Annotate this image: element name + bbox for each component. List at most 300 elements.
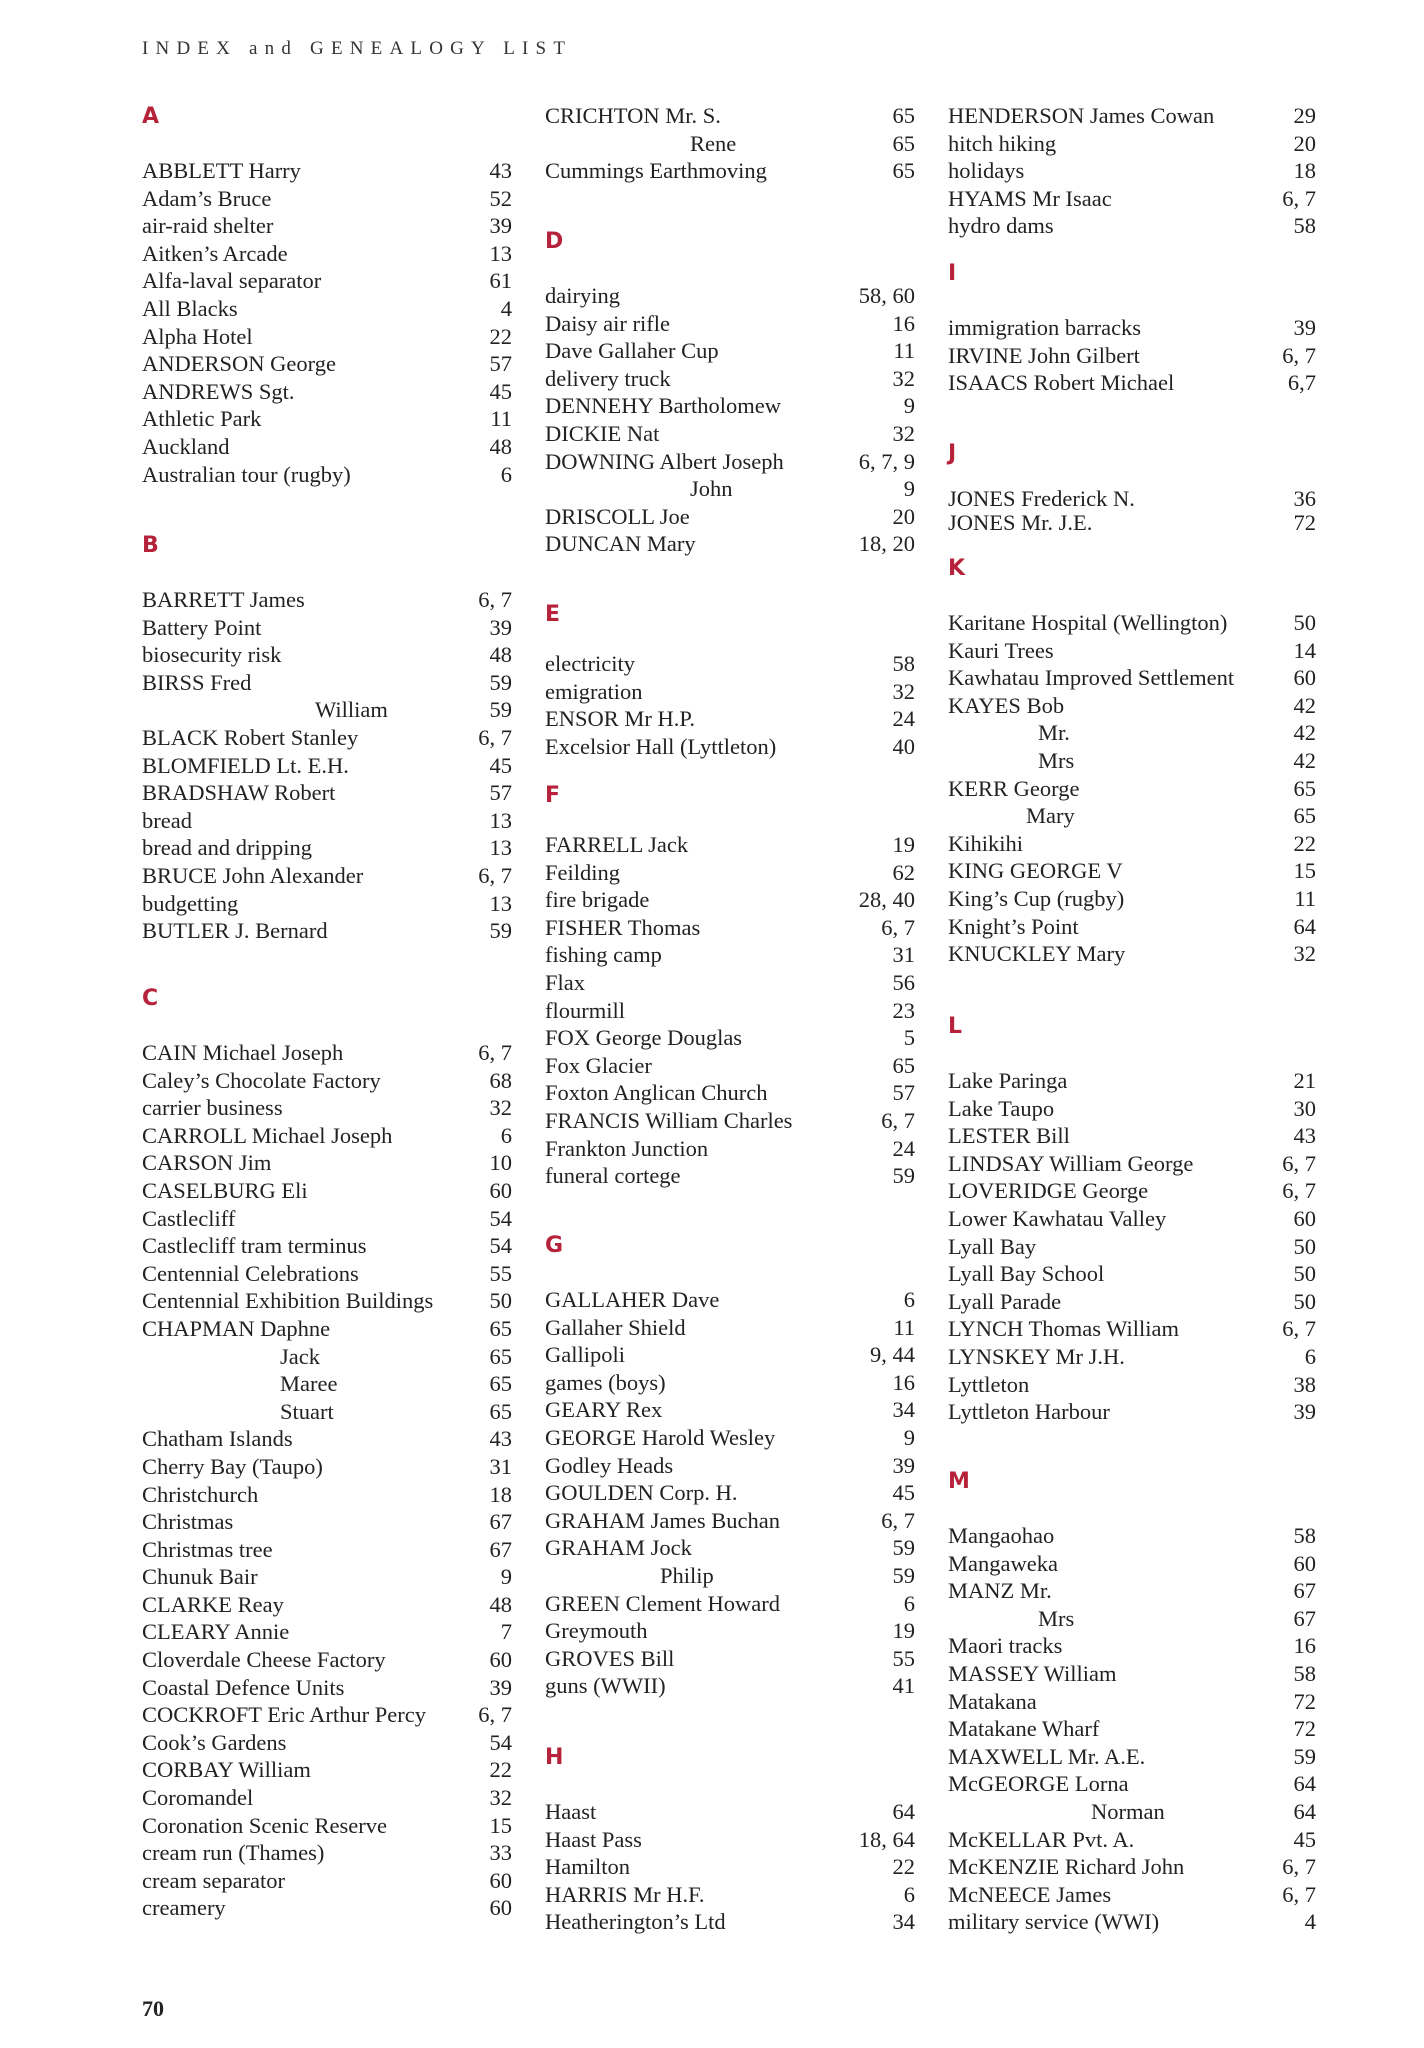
index-entry-term: Flax — [545, 969, 586, 995]
index-entry-term: electricity — [545, 651, 635, 676]
index-entry — [545, 130, 915, 158]
entry-list — [948, 609, 1316, 968]
index-entry — [142, 696, 512, 724]
index-entry-term: DUNCAN Mary — [545, 531, 696, 557]
entry-list — [142, 1039, 512, 1922]
index-entry-pages: 43 — [489, 1426, 512, 1452]
section-letter: C — [142, 986, 159, 1011]
index-entry-pages: 36 — [1293, 486, 1316, 511]
section-d — [545, 227, 915, 558]
index-entry-term: FARRELL Jack — [545, 832, 689, 857]
index-entry — [545, 886, 915, 914]
section-letter: M — [948, 1469, 970, 1494]
index-entry — [142, 586, 512, 614]
index-entry-term: Cummings Earthmoving — [545, 158, 767, 184]
index-entry — [948, 185, 1316, 213]
index-entry-pages: 19 — [892, 1618, 915, 1644]
index-entry-pages: 31 — [489, 1453, 512, 1479]
index-entry — [545, 1452, 915, 1480]
index-entry-term: Lyall Bay School — [948, 1261, 1105, 1287]
index-subentry-term: Jack — [280, 1343, 320, 1369]
index-subentry-term: Mr. — [1038, 720, 1070, 746]
index-entry-pages: 18, 64 — [858, 1826, 915, 1852]
index-entry-term: fire brigade — [545, 887, 650, 913]
section-c-continued — [545, 102, 915, 185]
index-entry-pages: 6, 7 — [881, 1507, 915, 1533]
index-entry-term: McKELLAR Pvt. A. — [948, 1826, 1135, 1852]
index-entry-term: Adam’s Bruce — [142, 185, 272, 211]
index-entry — [142, 1398, 512, 1426]
index-entry-pages: 6, 7 — [881, 914, 915, 940]
index-entry — [142, 1618, 512, 1646]
index-entry-term: Caley’s Chocolate Factory — [142, 1067, 381, 1093]
index-entry-pages: 48 — [489, 642, 512, 668]
index-entry — [948, 1522, 1316, 1550]
index-entry-term: Haast — [545, 1799, 597, 1824]
index-entry-term: CARROLL Michael Joseph — [142, 1122, 393, 1148]
index-entry-term: delivery truck — [545, 365, 671, 391]
index-entry-term: Lyall Bay — [948, 1233, 1037, 1259]
index-entry-pages: 18, 20 — [858, 531, 915, 557]
index-entry-pages: 6, 7 — [478, 724, 512, 750]
index-entry — [142, 267, 512, 295]
index-entry — [545, 1024, 915, 1052]
index-entry-pages: 39 — [489, 614, 512, 640]
index-entry-pages: 9, 44 — [870, 1342, 915, 1368]
index-entry-term: GEORGE Harold Wesley — [545, 1424, 776, 1450]
entry-list — [948, 1067, 1316, 1426]
index-subentry-term: Stuart — [280, 1398, 334, 1424]
index-entry-term: FISHER Thomas — [545, 914, 701, 940]
index-entry-pages: 6,7 — [1287, 370, 1316, 396]
index-entry — [142, 1508, 512, 1536]
index-entry — [142, 669, 512, 697]
index-entry — [948, 1853, 1316, 1881]
section-h — [545, 1743, 915, 1936]
index-entry-term: Knight’s Point — [948, 913, 1079, 939]
index-entry — [545, 102, 915, 130]
index-entry — [948, 212, 1316, 240]
section-letter: F — [545, 783, 561, 808]
index-entry — [142, 295, 512, 323]
index-entry-pages: 45 — [892, 1480, 915, 1506]
index-subentry-term: Rene — [690, 130, 737, 156]
index-entry-pages: 39 — [1293, 315, 1316, 340]
index-entry-term: HENDERSON James Cowan — [948, 103, 1215, 128]
index-entry — [142, 1287, 512, 1315]
index-entry — [948, 1908, 1316, 1936]
index-entry-pages: 9 — [903, 1424, 915, 1450]
index-entry-pages: 16 — [1293, 1633, 1316, 1659]
section-letter: L — [948, 1014, 963, 1039]
index-entry-term: DICKIE Nat — [545, 420, 660, 446]
index-entry — [142, 461, 512, 489]
index-entry-term: Lake Taupo — [948, 1095, 1055, 1121]
index-entry-term: Centennial Exhibition Buildings — [142, 1288, 434, 1314]
index-entry-pages: 38 — [1293, 1371, 1316, 1397]
index-entry-pages: 15 — [1293, 858, 1316, 884]
index-entry-pages: 6 — [903, 1287, 915, 1312]
index-entry-term: Frankton Junction — [545, 1135, 709, 1161]
index-entry — [545, 1562, 915, 1590]
index-entry — [948, 1343, 1316, 1371]
index-entry-pages: 48 — [489, 1591, 512, 1617]
index-entry-pages: 6, 7 — [881, 1107, 915, 1133]
index-subentry-term: Mrs — [1038, 1605, 1075, 1631]
index-entry-term: Karitane Hospital (Wellington) — [948, 610, 1228, 635]
index-entry-pages: 64 — [1293, 1771, 1316, 1797]
index-entry-term: CAIN Michael Joseph — [142, 1040, 344, 1065]
index-entry-pages: 58 — [1293, 1660, 1316, 1686]
index-entry — [142, 1867, 512, 1895]
index-entry-pages: 6, 7 — [478, 587, 512, 612]
index-entry-term: Christchurch — [142, 1481, 259, 1507]
index-entry — [948, 1660, 1316, 1688]
index-entry-term: LYNSKEY Mr J.H. — [948, 1343, 1125, 1369]
index-entry-term: IRVINE John Gilbert — [948, 342, 1140, 368]
index-entry — [142, 1370, 512, 1398]
index-entry — [545, 1534, 915, 1562]
index-entry — [545, 1286, 915, 1314]
index-entry-pages: 58 — [892, 651, 915, 676]
index-entry-pages: 6, 7 — [1282, 185, 1316, 211]
index-entry-term: Kauri Trees — [948, 637, 1054, 663]
index-entry — [545, 530, 915, 558]
index-entry — [545, 733, 915, 761]
index-entry-pages: 40 — [892, 733, 915, 759]
index-entry — [142, 1812, 512, 1840]
index-entry — [948, 609, 1316, 637]
index-entry-pages: 22 — [489, 1757, 512, 1783]
index-entry — [545, 1079, 915, 1107]
index-entry-pages: 6, 7 — [1282, 1881, 1316, 1907]
index-entry-pages: 33 — [489, 1840, 512, 1866]
index-entry-pages: 60 — [489, 1867, 512, 1893]
index-entry — [142, 157, 512, 185]
index-entry — [545, 1507, 915, 1535]
index-entry-term: BRADSHAW Robert — [142, 780, 336, 806]
index-entry-pages: 60 — [489, 1895, 512, 1921]
index-entry — [948, 1881, 1316, 1909]
index-entry — [948, 1577, 1316, 1605]
index-entry — [545, 859, 915, 887]
index-entry — [545, 1341, 915, 1369]
index-entry-term: Castlecliff tram terminus — [142, 1233, 367, 1259]
index-entry-term: DRISCOLL Joe — [545, 503, 690, 529]
index-entry — [948, 157, 1316, 185]
index-entry-pages: 29 — [1293, 103, 1316, 128]
index-entry — [545, 365, 915, 393]
index-entry-pages: 48 — [489, 433, 512, 459]
index-entry-pages: 11 — [893, 338, 915, 364]
index-entry — [948, 1288, 1316, 1316]
index-entry-pages: 67 — [489, 1536, 512, 1562]
index-entry-term: Haast Pass — [545, 1826, 642, 1852]
index-entry — [142, 378, 512, 406]
index-entry-term: Coastal Defence Units — [142, 1674, 345, 1700]
index-entry-pages: 57 — [489, 780, 512, 806]
index-entry-pages: 59 — [489, 918, 512, 944]
index-entry-term: Cloverdale Cheese Factory — [142, 1647, 386, 1673]
index-entry-pages: 32 — [892, 420, 915, 446]
index-entry-pages: 54 — [489, 1205, 512, 1231]
index-entry-term: KNUCKLEY Mary — [948, 941, 1126, 967]
index-entry — [142, 1343, 512, 1371]
index-entry-term: McGEORGE Lorna — [948, 1771, 1129, 1797]
index-entry-term: CLARKE Reay — [142, 1591, 284, 1617]
index-entry-pages: 54 — [489, 1729, 512, 1755]
index-entry-term: HYAMS Mr Isaac — [948, 185, 1112, 211]
index-entry-pages: 28, 40 — [858, 887, 915, 913]
index-entry-pages: 22 — [489, 323, 512, 349]
index-entry-pages: 60 — [489, 1177, 512, 1203]
index-entry-pages: 55 — [892, 1645, 915, 1671]
index-entry — [142, 240, 512, 268]
index-entry-term: FRANCIS William Charles — [545, 1107, 793, 1133]
index-entry-term: JONES Mr. J.E. — [948, 510, 1093, 535]
index-entry-term: LOVERIDGE George — [948, 1178, 1149, 1204]
index-entry — [142, 1536, 512, 1564]
index-entry-pages: 64 — [892, 1799, 915, 1824]
index-entry-pages: 58 — [1293, 1523, 1316, 1548]
index-entry-pages: 6 — [500, 1122, 512, 1148]
index-entry — [142, 185, 512, 213]
index-entry-pages: 21 — [1293, 1068, 1316, 1093]
index-entry-pages: 59 — [892, 1535, 915, 1561]
index-entry — [948, 719, 1316, 747]
entry-list — [948, 314, 1316, 397]
index-entry — [142, 890, 512, 918]
index-entry — [142, 1674, 512, 1702]
section-letter: I — [948, 261, 957, 286]
index-entry-term: GEARY Rex — [545, 1397, 663, 1423]
entry-list — [545, 1286, 915, 1700]
index-entry-pages: 54 — [489, 1233, 512, 1259]
index-entry — [948, 1122, 1316, 1150]
index-entry-term: emigration — [545, 678, 643, 704]
index-entry-pages: 5 — [903, 1025, 915, 1051]
section-letter: J — [948, 441, 957, 466]
index-entry — [142, 212, 512, 240]
index-entry — [142, 1039, 512, 1067]
index-entry — [545, 1052, 915, 1080]
index-entry-term: ENSOR Mr H.P. — [545, 706, 696, 732]
index-entry-term: Lyttleton — [948, 1371, 1030, 1397]
index-entry — [948, 1688, 1316, 1716]
index-entry-term: BRUCE John Alexander — [142, 862, 364, 888]
index-entry-term: CHAPMAN Daphne — [142, 1315, 331, 1341]
index-entry — [142, 1425, 512, 1453]
index-entry — [545, 650, 915, 678]
index-entry-pages: 6, 7 — [478, 862, 512, 888]
index-entry-term: MANZ Mr. — [948, 1578, 1052, 1604]
index-entry-pages: 43 — [1293, 1123, 1316, 1149]
index-entry-pages: 39 — [489, 1674, 512, 1700]
index-entry — [948, 1798, 1316, 1826]
page-number: 70 — [142, 1996, 164, 2021]
index-entry-pages: 42 — [1293, 747, 1316, 773]
index-entry — [142, 779, 512, 807]
index-entry-pages: 65 — [489, 1371, 512, 1397]
index-entry-pages: 6, 7 — [478, 1702, 512, 1728]
index-entry-pages: 30 — [1293, 1095, 1316, 1121]
index-entry-pages: 67 — [489, 1509, 512, 1535]
index-entry-term: FOX George Douglas — [545, 1025, 743, 1051]
index-entry-pages: 20 — [1293, 130, 1316, 156]
section-letter: H — [545, 1745, 564, 1770]
index-entry-term: Lyttleton Harbour — [948, 1399, 1110, 1425]
index-entry-term: cream separator — [142, 1867, 286, 1893]
index-entry-term: BIRSS Fred — [142, 669, 252, 695]
index-entry-term: CARSON Jim — [142, 1150, 272, 1176]
index-entry-pages: 45 — [1293, 1826, 1316, 1852]
index-entry-term: Mangaweka — [948, 1550, 1058, 1576]
index-entry-pages: 65 — [489, 1343, 512, 1369]
index-entry-term: Gallaher Shield — [545, 1314, 686, 1340]
index-entry-term: cream run (Thames) — [142, 1840, 325, 1866]
index-entry-pages: 50 — [1293, 1233, 1316, 1259]
index-entry — [948, 1371, 1316, 1399]
index-entry — [948, 369, 1316, 397]
section-g — [545, 1231, 915, 1700]
index-entry-pages: 50 — [1293, 1261, 1316, 1287]
index-entry — [142, 1315, 512, 1343]
index-subentry-term: Maree — [280, 1371, 338, 1397]
index-entry — [142, 323, 512, 351]
section-m — [948, 1467, 1316, 1936]
index-entry-pages: 56 — [892, 969, 915, 995]
index-entry-pages: 72 — [1293, 510, 1316, 535]
index-entry-term: McKENZIE Richard John — [948, 1854, 1185, 1880]
section-f — [545, 781, 915, 1190]
index-entry-term: guns (WWII) — [545, 1673, 666, 1699]
index-entry-pages: 65 — [892, 103, 915, 128]
index-entry-term: air-raid shelter — [142, 213, 274, 239]
index-entry-term: BLOMFIELD Lt. E.H. — [142, 752, 349, 778]
index-entry-pages: 39 — [489, 213, 512, 239]
index-subentry-term: Philip — [660, 1562, 714, 1588]
index-entry — [142, 1756, 512, 1784]
index-entry — [948, 747, 1316, 775]
index-entry-pages: 34 — [892, 1909, 915, 1935]
section-h-continued — [948, 102, 1316, 240]
index-entry — [948, 1715, 1316, 1743]
index-entry — [545, 1798, 915, 1826]
index-entry-pages: 9 — [903, 476, 915, 502]
index-entry-term: ISAACS Robert Michael — [948, 370, 1175, 396]
index-entry-pages: 60 — [1293, 1550, 1316, 1576]
index-entry-term: Lower Kawhatau Valley — [948, 1205, 1167, 1231]
index-entry-term: fishing camp — [545, 942, 662, 968]
index-entry — [142, 1122, 512, 1150]
index-subentry-term: William — [315, 697, 388, 723]
index-entry — [948, 314, 1316, 342]
index-entry-pages: 4 — [500, 295, 512, 321]
index-entry-pages: 22 — [1293, 830, 1316, 856]
index-entry-term: BUTLER J. Bernard — [142, 918, 328, 944]
index-entry — [545, 392, 915, 420]
index-entry-pages: 68 — [489, 1067, 512, 1093]
index-entry-term: hydro dams — [948, 213, 1054, 239]
index-entry-term: GROVES Bill — [545, 1645, 675, 1671]
index-entry-pages: 39 — [892, 1452, 915, 1478]
index-entry-pages: 60 — [1293, 665, 1316, 691]
index-entry-pages: 72 — [1293, 1716, 1316, 1742]
index-entry-term: Excelsior Hall (Lyttleton) — [545, 733, 777, 759]
index-entry-pages: 57 — [892, 1080, 915, 1106]
index-entry — [142, 1260, 512, 1288]
index-entry — [948, 1398, 1316, 1426]
index-entry-pages: 59 — [489, 697, 512, 723]
index-entry-term: Cook’s Gardens — [142, 1729, 287, 1755]
index-entry-pages: 59 — [1293, 1743, 1316, 1769]
index-entry — [545, 1424, 915, 1452]
section-i — [948, 259, 1316, 397]
index-entry-term: ANDREWS Sgt. — [142, 378, 295, 404]
index-entry-pages: 18 — [1293, 158, 1316, 184]
section-letter: K — [948, 556, 966, 581]
index-entry-pages: 20 — [892, 503, 915, 529]
index-entry — [948, 1605, 1316, 1633]
index-entry-pages: 65 — [489, 1398, 512, 1424]
index-entry-term: dairying — [545, 283, 620, 308]
index-entry-pages: 24 — [892, 1135, 915, 1161]
index-entry-term: Gallipoli — [545, 1342, 625, 1368]
index-entry — [948, 830, 1316, 858]
index-entry-term: Daisy air rifle — [545, 310, 670, 336]
index-entry-term: military service (WWI) — [948, 1909, 1160, 1935]
index-entry-pages: 6 — [903, 1590, 915, 1616]
index-entry — [948, 1150, 1316, 1178]
index-entry-term: bread — [142, 807, 192, 833]
index-entry — [142, 1232, 512, 1260]
index-entry-pages: 6, 7 — [1282, 1316, 1316, 1342]
index-entry-pages: 50 — [1293, 610, 1316, 635]
index-entry-term: KAYES Bob — [948, 692, 1065, 718]
index-entry — [545, 310, 915, 338]
index-entry — [545, 969, 915, 997]
index-entry — [545, 831, 915, 859]
index-entry-term: budgetting — [142, 890, 239, 916]
index-subentry-term: Norman — [1091, 1798, 1165, 1824]
entry-list — [545, 1798, 915, 1936]
index-entry — [948, 1743, 1316, 1771]
index-entry — [948, 1632, 1316, 1660]
index-entry-term: KERR George — [948, 775, 1080, 801]
index-subentry-term: John — [690, 476, 733, 502]
index-entry-term: BARRETT James — [142, 587, 305, 612]
index-entry — [142, 1839, 512, 1867]
index-entry-term: CRICHTON Mr. S. — [545, 103, 721, 128]
index-entry-pages: 18 — [489, 1481, 512, 1507]
index-entry — [142, 1646, 512, 1674]
index-entry — [948, 1260, 1316, 1288]
index-entry-term: DENNEHY Bartholomew — [545, 393, 781, 419]
index-entry — [142, 862, 512, 890]
page-header: INDEX and GENEALOGY LIST — [142, 38, 573, 59]
index-entry-pages: 6, 7, 9 — [858, 448, 915, 474]
index-entry — [948, 637, 1316, 665]
index-entry-term: Hamilton — [545, 1854, 630, 1880]
index-entry — [948, 1770, 1316, 1798]
index-entry-pages: 23 — [892, 997, 915, 1023]
index-entry-term: Centennial Celebrations — [142, 1260, 359, 1286]
index-entry — [142, 433, 512, 461]
index-entry-pages: 4 — [1304, 1909, 1316, 1935]
index-entry-pages: 67 — [1293, 1578, 1316, 1604]
index-entry-term: carrier business — [142, 1095, 283, 1121]
index-entry-pages: 62 — [892, 859, 915, 885]
